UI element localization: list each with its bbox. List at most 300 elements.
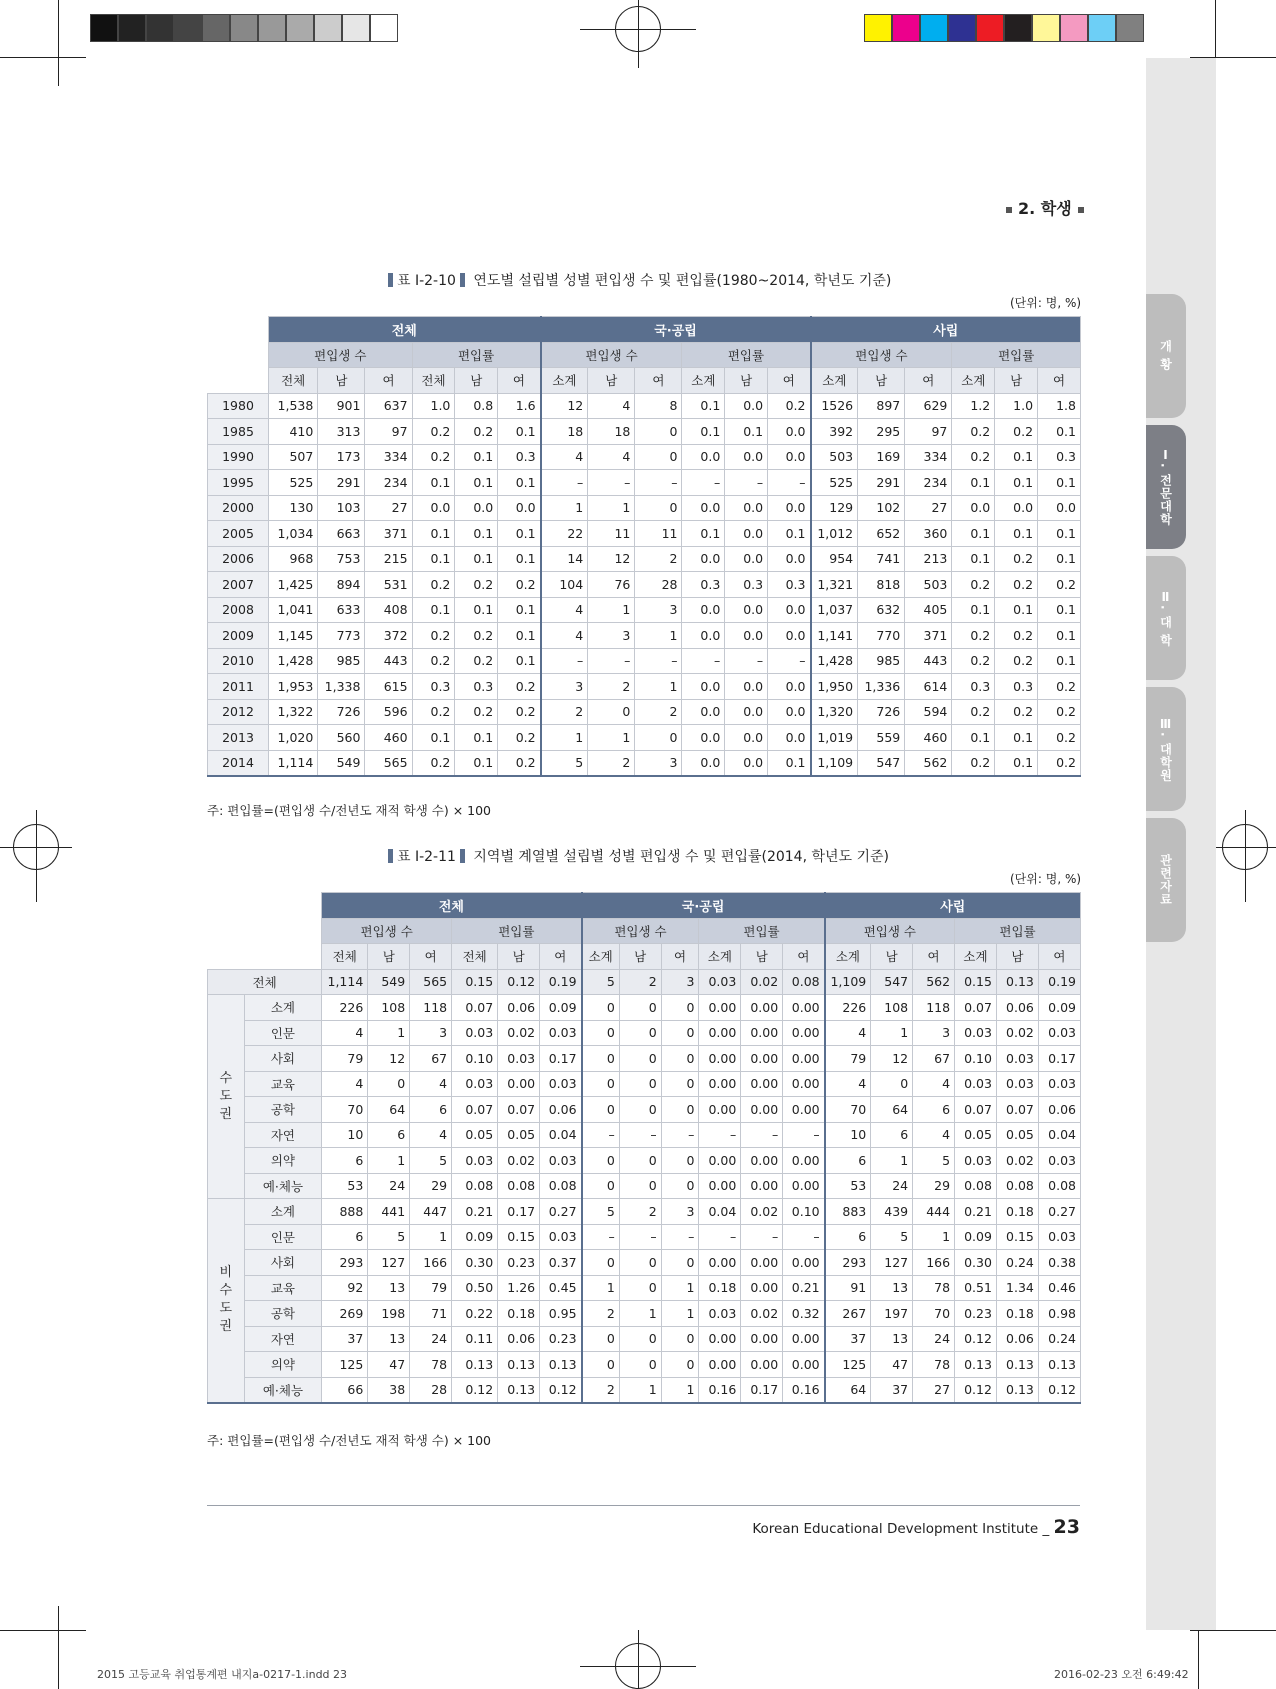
data-cell: 0.1 bbox=[455, 470, 498, 496]
data-cell: 547 bbox=[871, 969, 913, 995]
data-cell: 0.03 bbox=[1038, 1071, 1080, 1097]
data-cell: 6 bbox=[322, 1148, 368, 1174]
data-cell: 0.00 bbox=[741, 1097, 783, 1123]
data-cell: 0.0 bbox=[725, 674, 768, 700]
data-cell: 633 bbox=[318, 597, 365, 623]
data-cell: 0.0 bbox=[768, 495, 811, 521]
data-cell: 6 bbox=[871, 1122, 913, 1148]
data-cell: 2 bbox=[635, 699, 682, 725]
data-cell: 13 bbox=[871, 1275, 913, 1301]
data-cell: 0.12 bbox=[452, 1377, 498, 1403]
data-cell: 0.00 bbox=[783, 995, 825, 1021]
year-cell: 1995 bbox=[208, 470, 269, 496]
data-cell: 1 bbox=[582, 1275, 620, 1301]
data-cell: – bbox=[682, 470, 725, 496]
data-cell: 0.0 bbox=[682, 750, 725, 776]
data-cell: 0.0 bbox=[725, 393, 768, 419]
data-cell: 0.07 bbox=[955, 1097, 997, 1123]
data-cell: 291 bbox=[858, 470, 905, 496]
data-cell: 0.1 bbox=[1038, 521, 1081, 547]
data-cell: 460 bbox=[365, 725, 412, 751]
data-cell: 0.03 bbox=[540, 1071, 582, 1097]
column-header: 남 bbox=[996, 944, 1038, 970]
data-cell: 0.2 bbox=[995, 572, 1038, 598]
header-subgroup: 편입생 수 bbox=[322, 918, 452, 944]
data-cell: 0.1 bbox=[498, 648, 541, 674]
data-cell: 103 bbox=[318, 495, 365, 521]
crop-mark bbox=[0, 57, 86, 58]
data-cell: 0.13 bbox=[996, 1352, 1038, 1378]
data-cell: 0.3 bbox=[682, 572, 725, 598]
data-cell: 0.0 bbox=[412, 495, 455, 521]
data-cell: 0.2 bbox=[1038, 699, 1081, 725]
data-cell: 0.2 bbox=[952, 419, 995, 445]
data-cell: 79 bbox=[410, 1275, 452, 1301]
data-cell: 0.1 bbox=[455, 546, 498, 572]
data-cell: 11 bbox=[635, 521, 682, 547]
color-swatch bbox=[118, 14, 146, 42]
data-cell: 53 bbox=[825, 1173, 871, 1199]
header-group: 국·공립 bbox=[582, 893, 825, 919]
data-cell: 1 bbox=[588, 597, 635, 623]
data-cell: 0.1 bbox=[682, 419, 725, 445]
column-header: 여 bbox=[498, 368, 541, 394]
data-cell: 0.2 bbox=[455, 648, 498, 674]
data-cell: 0.17 bbox=[540, 1046, 582, 1072]
data-cell: 371 bbox=[365, 521, 412, 547]
data-cell: 0.1 bbox=[412, 546, 455, 572]
color-swatch bbox=[370, 14, 398, 42]
data-cell: 118 bbox=[913, 995, 955, 1021]
data-cell: 0.17 bbox=[498, 1199, 540, 1225]
data-cell: 2 bbox=[619, 969, 661, 995]
table-row bbox=[208, 1250, 1081, 1276]
data-cell: 0.05 bbox=[955, 1122, 997, 1148]
column-header: 소계 bbox=[825, 944, 871, 970]
data-cell: 408 bbox=[365, 597, 412, 623]
data-cell: 6 bbox=[913, 1097, 955, 1123]
data-cell: 0.03 bbox=[452, 1020, 498, 1046]
page-footer bbox=[752, 1516, 1080, 1538]
data-cell: 0.00 bbox=[699, 1097, 741, 1123]
data-cell: 0.07 bbox=[996, 1097, 1038, 1123]
column-header: 소계 bbox=[952, 368, 995, 394]
data-cell: 0.0 bbox=[725, 521, 768, 547]
data-cell: 1.2 bbox=[952, 393, 995, 419]
data-cell: 1,041 bbox=[269, 597, 318, 623]
data-cell: 0.02 bbox=[996, 1020, 1038, 1046]
header-subgroup: 편입률 bbox=[955, 918, 1081, 944]
data-cell: 1 bbox=[368, 1020, 410, 1046]
year-cell: 1980 bbox=[208, 393, 269, 419]
data-cell: 3 bbox=[661, 969, 699, 995]
data-cell: 8 bbox=[635, 393, 682, 419]
data-cell: 0.1 bbox=[995, 750, 1038, 776]
data-cell: 0.00 bbox=[783, 1020, 825, 1046]
header-row-columns bbox=[208, 368, 1081, 394]
table-row bbox=[208, 1046, 1081, 1072]
side-tab-graduate-school[interactable] bbox=[1146, 687, 1186, 811]
side-tab-junior-college[interactable] bbox=[1146, 425, 1186, 549]
data-cell: 565 bbox=[365, 750, 412, 776]
side-tab-label: Ⅱ. 대 학 bbox=[1158, 589, 1173, 647]
data-cell: 1,428 bbox=[811, 648, 858, 674]
data-cell: 0.06 bbox=[996, 995, 1038, 1021]
data-cell: 166 bbox=[410, 1250, 452, 1276]
data-cell: 629 bbox=[905, 393, 952, 419]
data-cell: 0 bbox=[582, 1071, 620, 1097]
side-tab-university[interactable] bbox=[1146, 556, 1186, 680]
column-header: 소계 bbox=[682, 368, 725, 394]
side-tab-label: 관련자료 bbox=[1158, 854, 1173, 906]
data-cell: 0.03 bbox=[955, 1071, 997, 1097]
data-cell: 503 bbox=[811, 444, 858, 470]
data-cell: 0.02 bbox=[741, 1301, 783, 1327]
data-cell: 64 bbox=[825, 1377, 871, 1403]
data-cell: 897 bbox=[858, 393, 905, 419]
data-cell: 1.8 bbox=[1038, 393, 1081, 419]
data-cell: 372 bbox=[365, 623, 412, 649]
data-cell: 1 bbox=[913, 1224, 955, 1250]
data-cell: 0.1 bbox=[952, 725, 995, 751]
data-cell: 0.0 bbox=[682, 725, 725, 751]
header-row-group bbox=[208, 317, 1081, 343]
data-cell: 0.2 bbox=[995, 648, 1038, 674]
data-cell: 18 bbox=[588, 419, 635, 445]
data-cell: 0.1 bbox=[455, 444, 498, 470]
data-cell: 0 bbox=[635, 419, 682, 445]
data-cell: 985 bbox=[318, 648, 365, 674]
data-cell: 70 bbox=[913, 1301, 955, 1327]
side-tab-label: Ⅲ. 대학원 bbox=[1158, 716, 1173, 782]
column-header: 여 bbox=[635, 368, 682, 394]
column-header: 남 bbox=[619, 944, 661, 970]
data-cell: 565 bbox=[410, 969, 452, 995]
color-swatch bbox=[1004, 14, 1032, 42]
data-cell: 562 bbox=[905, 750, 952, 776]
table-row bbox=[208, 1020, 1081, 1046]
data-cell: 560 bbox=[318, 725, 365, 751]
data-cell: 0.13 bbox=[955, 1352, 997, 1378]
data-cell: 334 bbox=[905, 444, 952, 470]
grayscale-color-bar bbox=[90, 14, 398, 42]
data-cell: 1,020 bbox=[269, 725, 318, 751]
data-cell: 0 bbox=[619, 1275, 661, 1301]
data-cell: 37 bbox=[825, 1326, 871, 1352]
data-cell: 0.1 bbox=[768, 750, 811, 776]
year-cell: 1990 bbox=[208, 444, 269, 470]
color-swatch bbox=[258, 14, 286, 42]
data-cell: 291 bbox=[318, 470, 365, 496]
data-cell: 0.00 bbox=[741, 1046, 783, 1072]
data-cell: 226 bbox=[825, 995, 871, 1021]
data-cell: 0.12 bbox=[498, 969, 540, 995]
process-color-bar bbox=[864, 14, 1144, 42]
data-cell: 0.09 bbox=[452, 1224, 498, 1250]
data-cell: 53 bbox=[322, 1173, 368, 1199]
data-cell: 0.1 bbox=[995, 444, 1038, 470]
data-cell: 0.1 bbox=[682, 393, 725, 419]
data-cell: 441 bbox=[368, 1199, 410, 1225]
header-subgroup: 편입률 bbox=[952, 342, 1081, 368]
data-cell: 0.27 bbox=[540, 1199, 582, 1225]
data-cell: – bbox=[619, 1224, 661, 1250]
data-cell: 129 bbox=[811, 495, 858, 521]
data-cell: 1 bbox=[619, 1377, 661, 1403]
data-cell: 1,950 bbox=[811, 674, 858, 700]
data-cell: 0.00 bbox=[741, 1071, 783, 1097]
data-cell: 5 bbox=[582, 1199, 620, 1225]
data-cell: 0.2 bbox=[455, 419, 498, 445]
data-cell: 615 bbox=[365, 674, 412, 700]
data-cell: 27 bbox=[365, 495, 412, 521]
side-tab-overview[interactable] bbox=[1146, 294, 1186, 418]
data-cell: 70 bbox=[825, 1097, 871, 1123]
slug-file-info: 2015 고등교육 취업통계편 내지a-0217-1.indd 23 bbox=[97, 1668, 348, 1681]
table-row bbox=[208, 470, 1081, 496]
data-cell: 11 bbox=[588, 521, 635, 547]
data-cell: 0.03 bbox=[699, 969, 741, 995]
data-cell: 0.00 bbox=[741, 1148, 783, 1174]
data-cell: 0.98 bbox=[1038, 1301, 1080, 1327]
data-cell: 102 bbox=[858, 495, 905, 521]
data-cell: 0.10 bbox=[452, 1046, 498, 1072]
data-cell: 443 bbox=[905, 648, 952, 674]
data-cell: 0.15 bbox=[996, 1224, 1038, 1250]
data-cell: 0.0 bbox=[1038, 495, 1081, 521]
data-cell: 773 bbox=[318, 623, 365, 649]
data-cell: 447 bbox=[410, 1199, 452, 1225]
data-cell: 0 bbox=[582, 1097, 620, 1123]
data-cell: 10 bbox=[322, 1122, 368, 1148]
data-cell: 0.1 bbox=[455, 521, 498, 547]
data-cell: 295 bbox=[858, 419, 905, 445]
data-cell: 0.2 bbox=[952, 699, 995, 725]
header-blank bbox=[208, 893, 322, 970]
field-label: 소계 bbox=[244, 995, 322, 1021]
data-cell: 10 bbox=[825, 1122, 871, 1148]
table-row bbox=[208, 1377, 1081, 1403]
column-header: 여 bbox=[1038, 944, 1080, 970]
table-row bbox=[208, 995, 1081, 1021]
table-row bbox=[208, 1071, 1081, 1097]
data-cell: 0.07 bbox=[498, 1097, 540, 1123]
data-cell: 125 bbox=[322, 1352, 368, 1378]
data-cell: 0.2 bbox=[768, 393, 811, 419]
header-group: 사립 bbox=[825, 893, 1081, 919]
data-cell: 0.00 bbox=[741, 1275, 783, 1301]
data-cell: 753 bbox=[318, 546, 365, 572]
data-cell: 0 bbox=[619, 1352, 661, 1378]
data-cell: 0.2 bbox=[498, 725, 541, 751]
table-row bbox=[208, 1097, 1081, 1123]
data-cell: 0.02 bbox=[741, 969, 783, 995]
data-cell: 0.2 bbox=[412, 572, 455, 598]
data-cell: 0.19 bbox=[1038, 969, 1080, 995]
data-cell: 0.06 bbox=[1038, 1097, 1080, 1123]
slug-timestamp: 2016-02-23 오전 6:49:42 bbox=[1054, 1668, 1189, 1681]
data-cell: 1 bbox=[635, 674, 682, 700]
data-cell: 0.23 bbox=[498, 1250, 540, 1276]
data-cell: 0.00 bbox=[699, 1046, 741, 1072]
data-cell: 24 bbox=[368, 1173, 410, 1199]
year-cell: 2014 bbox=[208, 750, 269, 776]
data-cell: 549 bbox=[368, 969, 410, 995]
title-bar-icon bbox=[388, 849, 393, 863]
column-header: 여 bbox=[905, 368, 952, 394]
data-cell: 0.07 bbox=[452, 995, 498, 1021]
data-cell: 1,538 bbox=[269, 393, 318, 419]
table-row bbox=[208, 648, 1081, 674]
data-cell: 0.06 bbox=[540, 1097, 582, 1123]
data-cell: 6 bbox=[322, 1224, 368, 1250]
year-cell: 2011 bbox=[208, 674, 269, 700]
table-row bbox=[208, 725, 1081, 751]
data-cell: 0.2 bbox=[412, 750, 455, 776]
data-cell: 0 bbox=[661, 1352, 699, 1378]
data-cell: 0.00 bbox=[741, 1326, 783, 1352]
data-cell: 0 bbox=[582, 1046, 620, 1072]
data-cell: 0 bbox=[661, 1097, 699, 1123]
data-cell: 1,425 bbox=[269, 572, 318, 598]
data-cell: 0.02 bbox=[498, 1020, 540, 1046]
data-cell: – bbox=[588, 648, 635, 674]
data-cell: 0.00 bbox=[741, 1250, 783, 1276]
data-cell: 1,109 bbox=[811, 750, 858, 776]
section-label-text: 2. 학생 bbox=[1018, 199, 1072, 218]
data-cell: 1.6 bbox=[498, 393, 541, 419]
column-header: 남 bbox=[741, 944, 783, 970]
data-cell: 0 bbox=[582, 1250, 620, 1276]
data-cell: 0.0 bbox=[682, 495, 725, 521]
data-cell: 0.2 bbox=[412, 699, 455, 725]
field-label: 사회 bbox=[244, 1046, 322, 1072]
data-cell: 632 bbox=[858, 597, 905, 623]
data-cell: 0.2 bbox=[995, 419, 1038, 445]
data-cell: 0.1 bbox=[995, 521, 1038, 547]
data-cell: 0.1 bbox=[1038, 546, 1081, 572]
data-cell: 0.24 bbox=[1038, 1326, 1080, 1352]
color-swatch bbox=[892, 14, 920, 42]
data-cell: 166 bbox=[913, 1250, 955, 1276]
crop-mark bbox=[58, 1606, 59, 1689]
data-cell: 0.3 bbox=[768, 572, 811, 598]
data-cell: 0.0 bbox=[725, 546, 768, 572]
data-cell: 0.1 bbox=[995, 725, 1038, 751]
table-row bbox=[208, 572, 1081, 598]
data-cell: 1,428 bbox=[269, 648, 318, 674]
square-bullet-icon bbox=[1078, 207, 1084, 213]
data-cell: 0.18 bbox=[699, 1275, 741, 1301]
data-cell: 0.11 bbox=[452, 1326, 498, 1352]
table-row bbox=[208, 521, 1081, 547]
data-cell: 66 bbox=[322, 1377, 368, 1403]
data-cell: 1 bbox=[410, 1224, 452, 1250]
data-cell: 78 bbox=[410, 1352, 452, 1378]
column-header: 소계 bbox=[582, 944, 620, 970]
data-cell: 0 bbox=[582, 1352, 620, 1378]
data-cell: – bbox=[768, 470, 811, 496]
data-cell: 0.15 bbox=[498, 1224, 540, 1250]
table-row bbox=[208, 1301, 1081, 1327]
header-subgroup: 편입생 수 bbox=[811, 342, 952, 368]
data-cell: 0.13 bbox=[1038, 1352, 1080, 1378]
data-cell: 293 bbox=[322, 1250, 368, 1276]
data-cell: – bbox=[582, 1122, 620, 1148]
data-cell: 0.1 bbox=[1038, 623, 1081, 649]
table-row bbox=[208, 546, 1081, 572]
data-cell: 125 bbox=[825, 1352, 871, 1378]
table-row bbox=[208, 444, 1081, 470]
data-cell: 726 bbox=[858, 699, 905, 725]
data-cell: 5 bbox=[582, 969, 620, 995]
data-cell: 0.1 bbox=[995, 597, 1038, 623]
data-cell: 0.17 bbox=[1038, 1046, 1080, 1072]
data-cell: 0.13 bbox=[996, 1377, 1038, 1403]
column-header: 남 bbox=[871, 944, 913, 970]
footer-institute: Korean Educational Development Institute _ bbox=[752, 1521, 1050, 1537]
data-cell: 127 bbox=[368, 1250, 410, 1276]
field-label: 의약 bbox=[244, 1352, 322, 1378]
column-header: 여 bbox=[768, 368, 811, 394]
side-tab-related-data[interactable] bbox=[1146, 818, 1186, 942]
data-cell: 0.0 bbox=[725, 699, 768, 725]
data-cell: – bbox=[699, 1224, 741, 1250]
data-cell: 0.1 bbox=[455, 750, 498, 776]
data-cell: 269 bbox=[322, 1301, 368, 1327]
data-cell: 0.13 bbox=[540, 1352, 582, 1378]
data-cell: 596 bbox=[365, 699, 412, 725]
table1-number: 표 Ⅰ-2-10 bbox=[397, 273, 456, 289]
data-cell: 4 bbox=[913, 1122, 955, 1148]
data-cell: 313 bbox=[318, 419, 365, 445]
year-cell: 2000 bbox=[208, 495, 269, 521]
data-cell: 0.03 bbox=[955, 1020, 997, 1046]
data-cell: 392 bbox=[811, 419, 858, 445]
data-cell: 1,321 bbox=[811, 572, 858, 598]
side-tab-label: 개 황 bbox=[1158, 340, 1173, 372]
column-header: 여 bbox=[913, 944, 955, 970]
table-row bbox=[208, 1173, 1081, 1199]
table2-title-text: 지역별 계열별 설립별 성별 편입생 수 및 편입률(2014, 학년도 기준) bbox=[473, 849, 890, 865]
data-cell: 12 bbox=[871, 1046, 913, 1072]
data-cell: 28 bbox=[410, 1377, 452, 1403]
data-cell: 0.00 bbox=[699, 1250, 741, 1276]
data-cell: 443 bbox=[365, 648, 412, 674]
table-row-total bbox=[208, 969, 1081, 995]
data-cell: 4 bbox=[541, 623, 588, 649]
data-cell: 27 bbox=[905, 495, 952, 521]
data-cell: 770 bbox=[858, 623, 905, 649]
data-cell: 0 bbox=[582, 1148, 620, 1174]
column-header: 전체 bbox=[269, 368, 318, 394]
data-cell: 0.3 bbox=[995, 674, 1038, 700]
crop-mark bbox=[1190, 1630, 1276, 1631]
data-cell: 4 bbox=[825, 1071, 871, 1097]
color-swatch bbox=[864, 14, 892, 42]
data-cell: 0.00 bbox=[783, 1148, 825, 1174]
data-cell: – bbox=[635, 470, 682, 496]
data-cell: 0 bbox=[582, 1173, 620, 1199]
column-header: 소계 bbox=[699, 944, 741, 970]
data-cell: 0.19 bbox=[540, 969, 582, 995]
data-cell: 29 bbox=[913, 1173, 955, 1199]
header-subgroup: 편입생 수 bbox=[582, 918, 699, 944]
data-cell: 0.0 bbox=[682, 623, 725, 649]
data-cell: 2 bbox=[582, 1301, 620, 1327]
data-cell: 2 bbox=[619, 1199, 661, 1225]
data-cell: 0.1 bbox=[455, 725, 498, 751]
